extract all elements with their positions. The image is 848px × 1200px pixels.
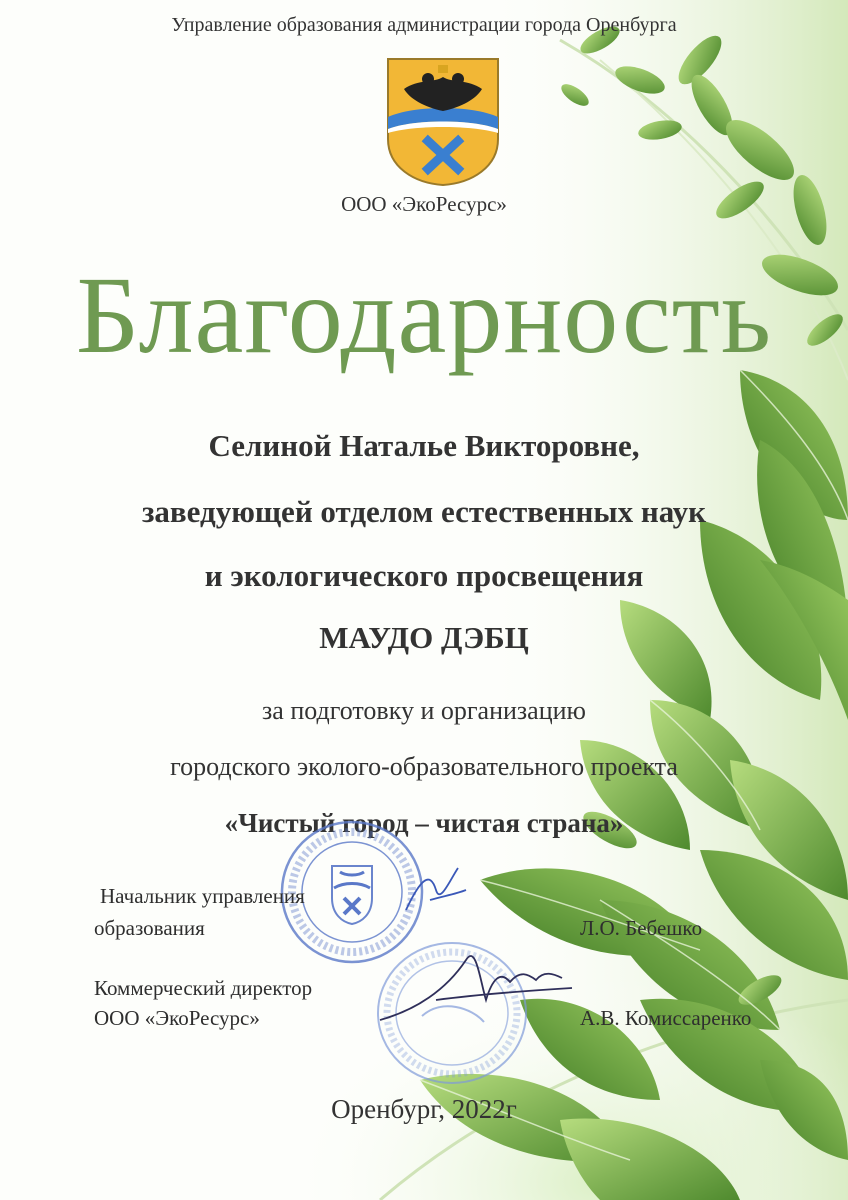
orenburg-coat-of-arms-icon [384, 55, 502, 187]
signer2-name: А.В. Комиссаренко [580, 1006, 752, 1030]
recipient-position-line1: заведующей отделом естественных наук [141, 494, 707, 529]
place-and-date: Оренбург, 2022г [331, 1094, 517, 1124]
certificate-title: Благодарность [75, 254, 773, 376]
recipient-position-line2: и экологического просвещения [204, 558, 644, 593]
reason-line1: за подготовку и организацию [262, 696, 586, 725]
signer1-name: Л.О. Бебешко [580, 916, 703, 940]
signature-first-icon [400, 860, 470, 920]
signer1-role-line2: образования [94, 916, 205, 940]
reason-line2: городского эколого-образовательного проекта [170, 752, 678, 781]
issuer-organization: Управление образования администрации города Оренбурга [171, 14, 677, 36]
signature-second-icon [376, 930, 576, 1030]
project-name: «Чистый город – чистая страна» [224, 808, 624, 838]
recipient-organization: МАУДО ДЭБЦ [319, 620, 529, 655]
signer1-role-line1: Начальник управления [100, 884, 305, 908]
signer2-role-line1: Коммерческий директор [94, 976, 313, 1000]
signer2-role-line2: ООО «ЭкоРесурс» [94, 1006, 260, 1030]
recipient-name: Селиной Наталье Викторовне, [208, 428, 640, 463]
sponsor-company: ООО «ЭкоРесурс» [341, 192, 507, 216]
